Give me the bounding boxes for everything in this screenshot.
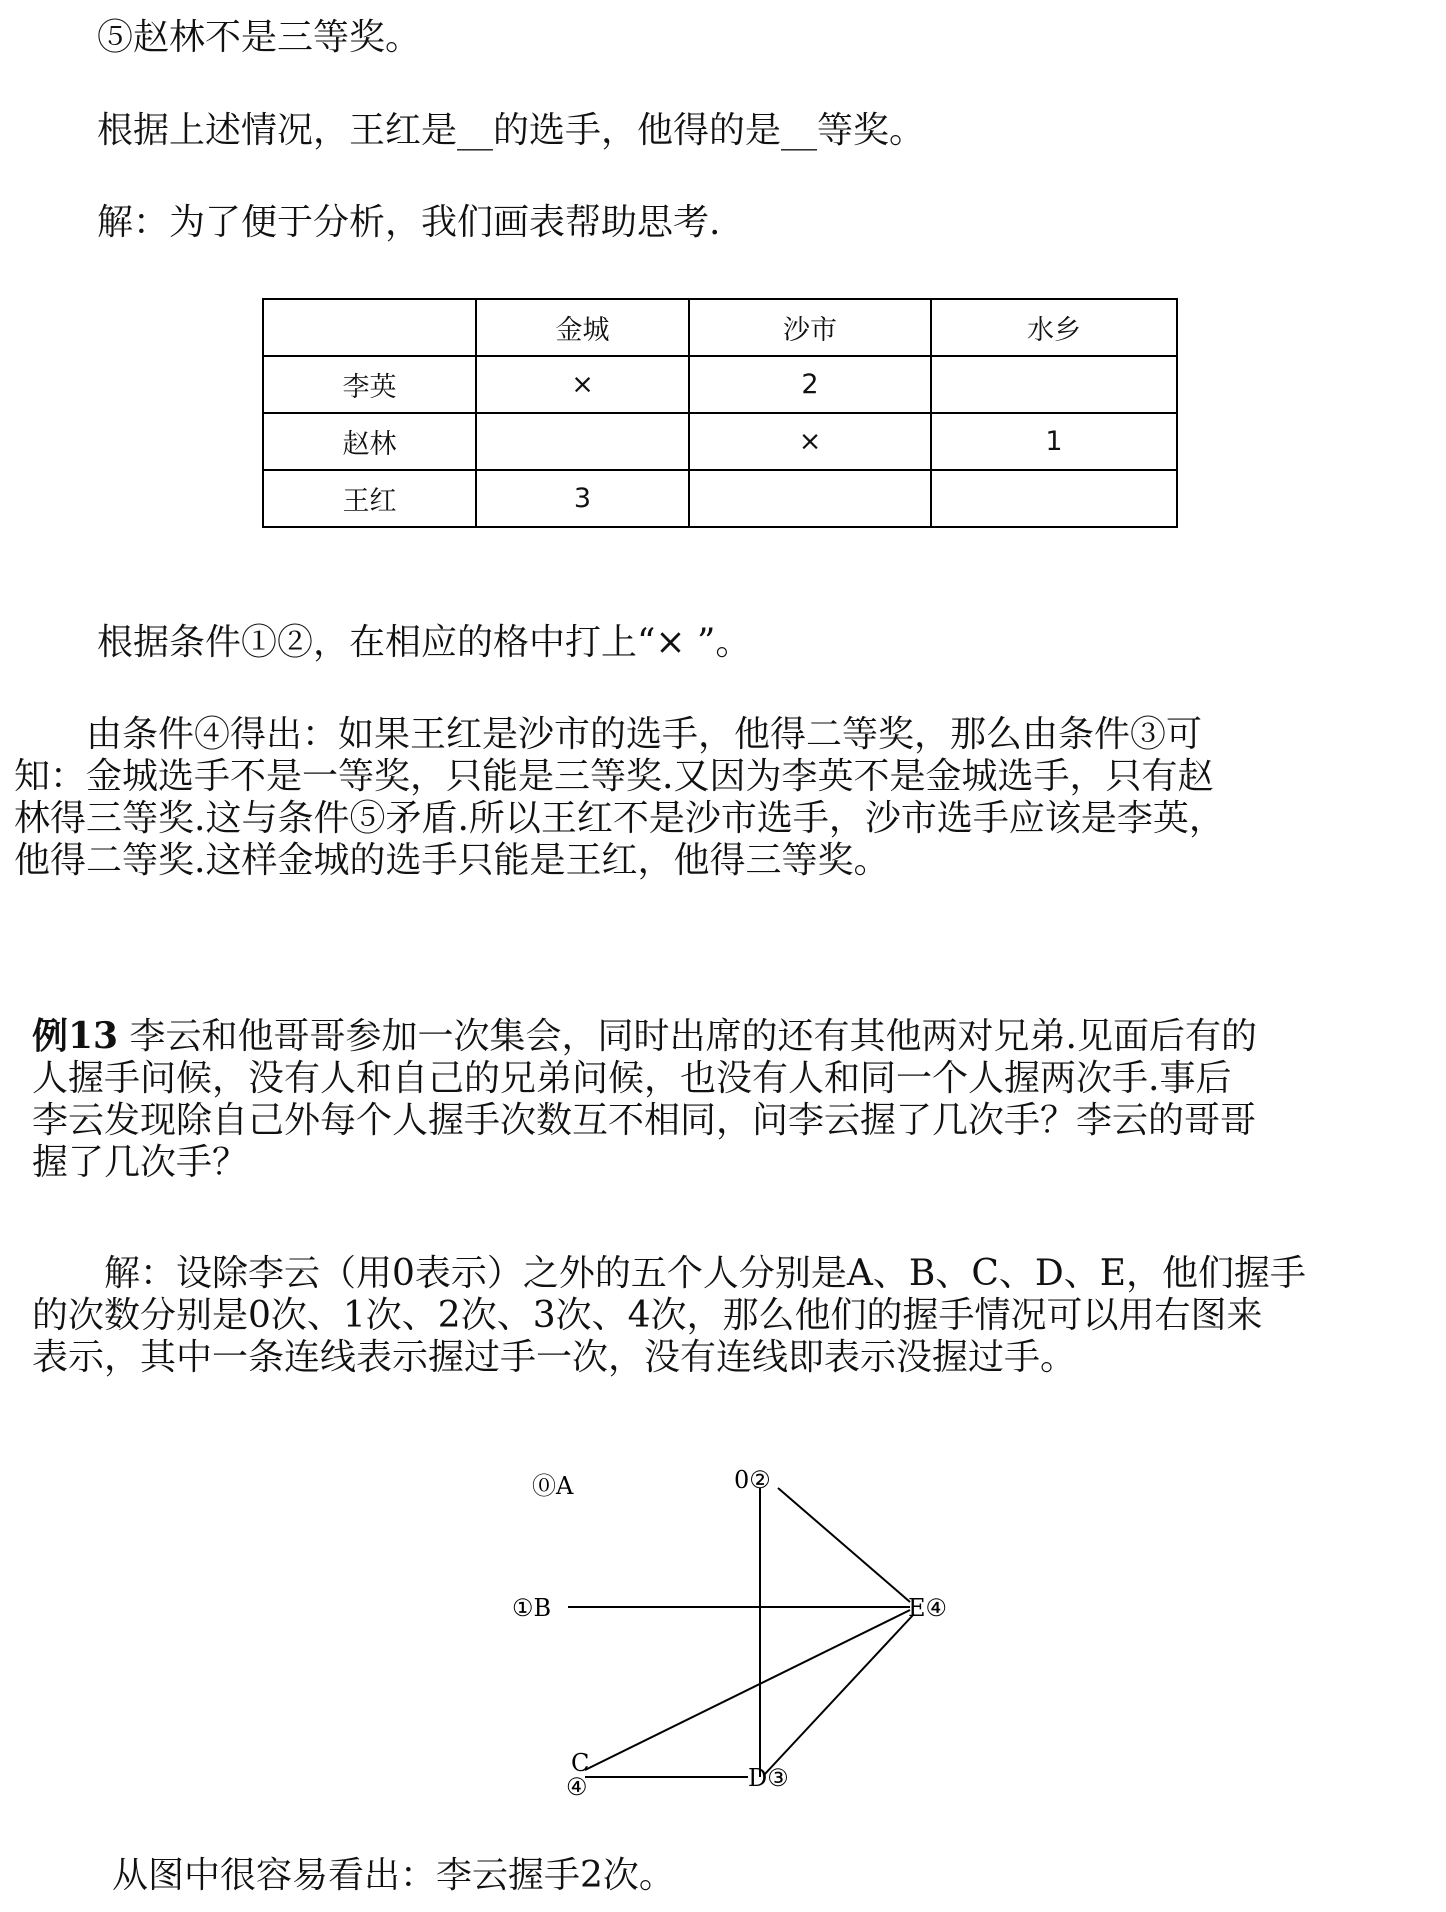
conclusion: 从图中很容易看出：李云握手2次。: [112, 1855, 675, 1896]
solution-line: 表示，其中一条连线表示握过手一次，没有连线即表示没握过手。: [32, 1337, 1077, 1378]
node-A-label: ⓪A: [532, 1472, 574, 1500]
reasoning-line: 他得二等奖.这样金城的选手只能是王红，他得三等奖。: [14, 840, 890, 881]
edge-C-E: [585, 1610, 910, 1770]
table-header-cell: 沙市: [689, 299, 931, 356]
example-line: 握了几次手？: [32, 1142, 249, 1183]
solution-line: 的次数分别是0次、1次、2次、3次、4次，那么他们的握手情况可以用右图来: [32, 1295, 1263, 1336]
edge-D-E: [764, 1614, 914, 1775]
example-text: 李云和他哥哥参加一次集会，同时出席的还有其他两对兄弟.见面后有的: [118, 1016, 1257, 1057]
table-cell: 3: [476, 470, 689, 527]
node-C-number: ④: [566, 1773, 588, 1801]
example-line: 李云发现除自己外每个人握手次数互不相同，问李云握了几次手？李云的哥哥: [32, 1100, 1257, 1141]
table-cell: ×: [476, 356, 689, 413]
solution-line: 解：设除李云（用0表示）之外的五个人分别是A、B、C、D、E，他们握手: [32, 1253, 1307, 1294]
reasoning-line: 知：金城选手不是一等奖，只能是三等奖.又因为李英不是金城选手，只有赵: [14, 756, 1214, 797]
example-line: 人握手问候，没有人和自己的兄弟问候，也没有人和同一个人握两次手.事后: [32, 1058, 1232, 1099]
table-header-cell: 水乡: [931, 299, 1177, 356]
reasoning-line: 林得三等奖.这与条件⑤矛盾.所以王红不是沙市选手，沙市选手应该是李英，: [14, 798, 1225, 839]
reasoning-line: 由条件④得出：如果王红是沙市的选手，他得二等奖，那么由条件③可: [14, 714, 1203, 755]
condition-5: ⑤赵林不是三等奖。: [97, 17, 422, 58]
example-label: 例13: [32, 1015, 119, 1057]
node-D-label: D③: [748, 1764, 789, 1792]
node-C-letter: C: [571, 1749, 590, 1777]
table-cell: ×: [689, 413, 931, 470]
table-cell: 2: [689, 356, 931, 413]
edge-O-E: [778, 1488, 910, 1602]
table-header-cell: 金城: [476, 299, 689, 356]
node-E-label: E④: [908, 1594, 948, 1622]
node-O-label: 0②: [734, 1466, 771, 1494]
table-cell: 1: [931, 413, 1177, 470]
table-cell: 李英: [263, 356, 476, 413]
table-cell: 赵林: [263, 413, 476, 470]
mark-instruction: 根据条件①②，在相应的格中打上“× ”。: [97, 622, 752, 663]
table-cell: 王红: [263, 470, 476, 527]
question-line: 根据上述情况，王红是__的选手，他得的是__等奖。: [97, 110, 926, 151]
node-B-label: ①B: [512, 1594, 552, 1622]
solution-intro: 解：为了便于分析，我们画表帮助思考.: [97, 202, 721, 243]
